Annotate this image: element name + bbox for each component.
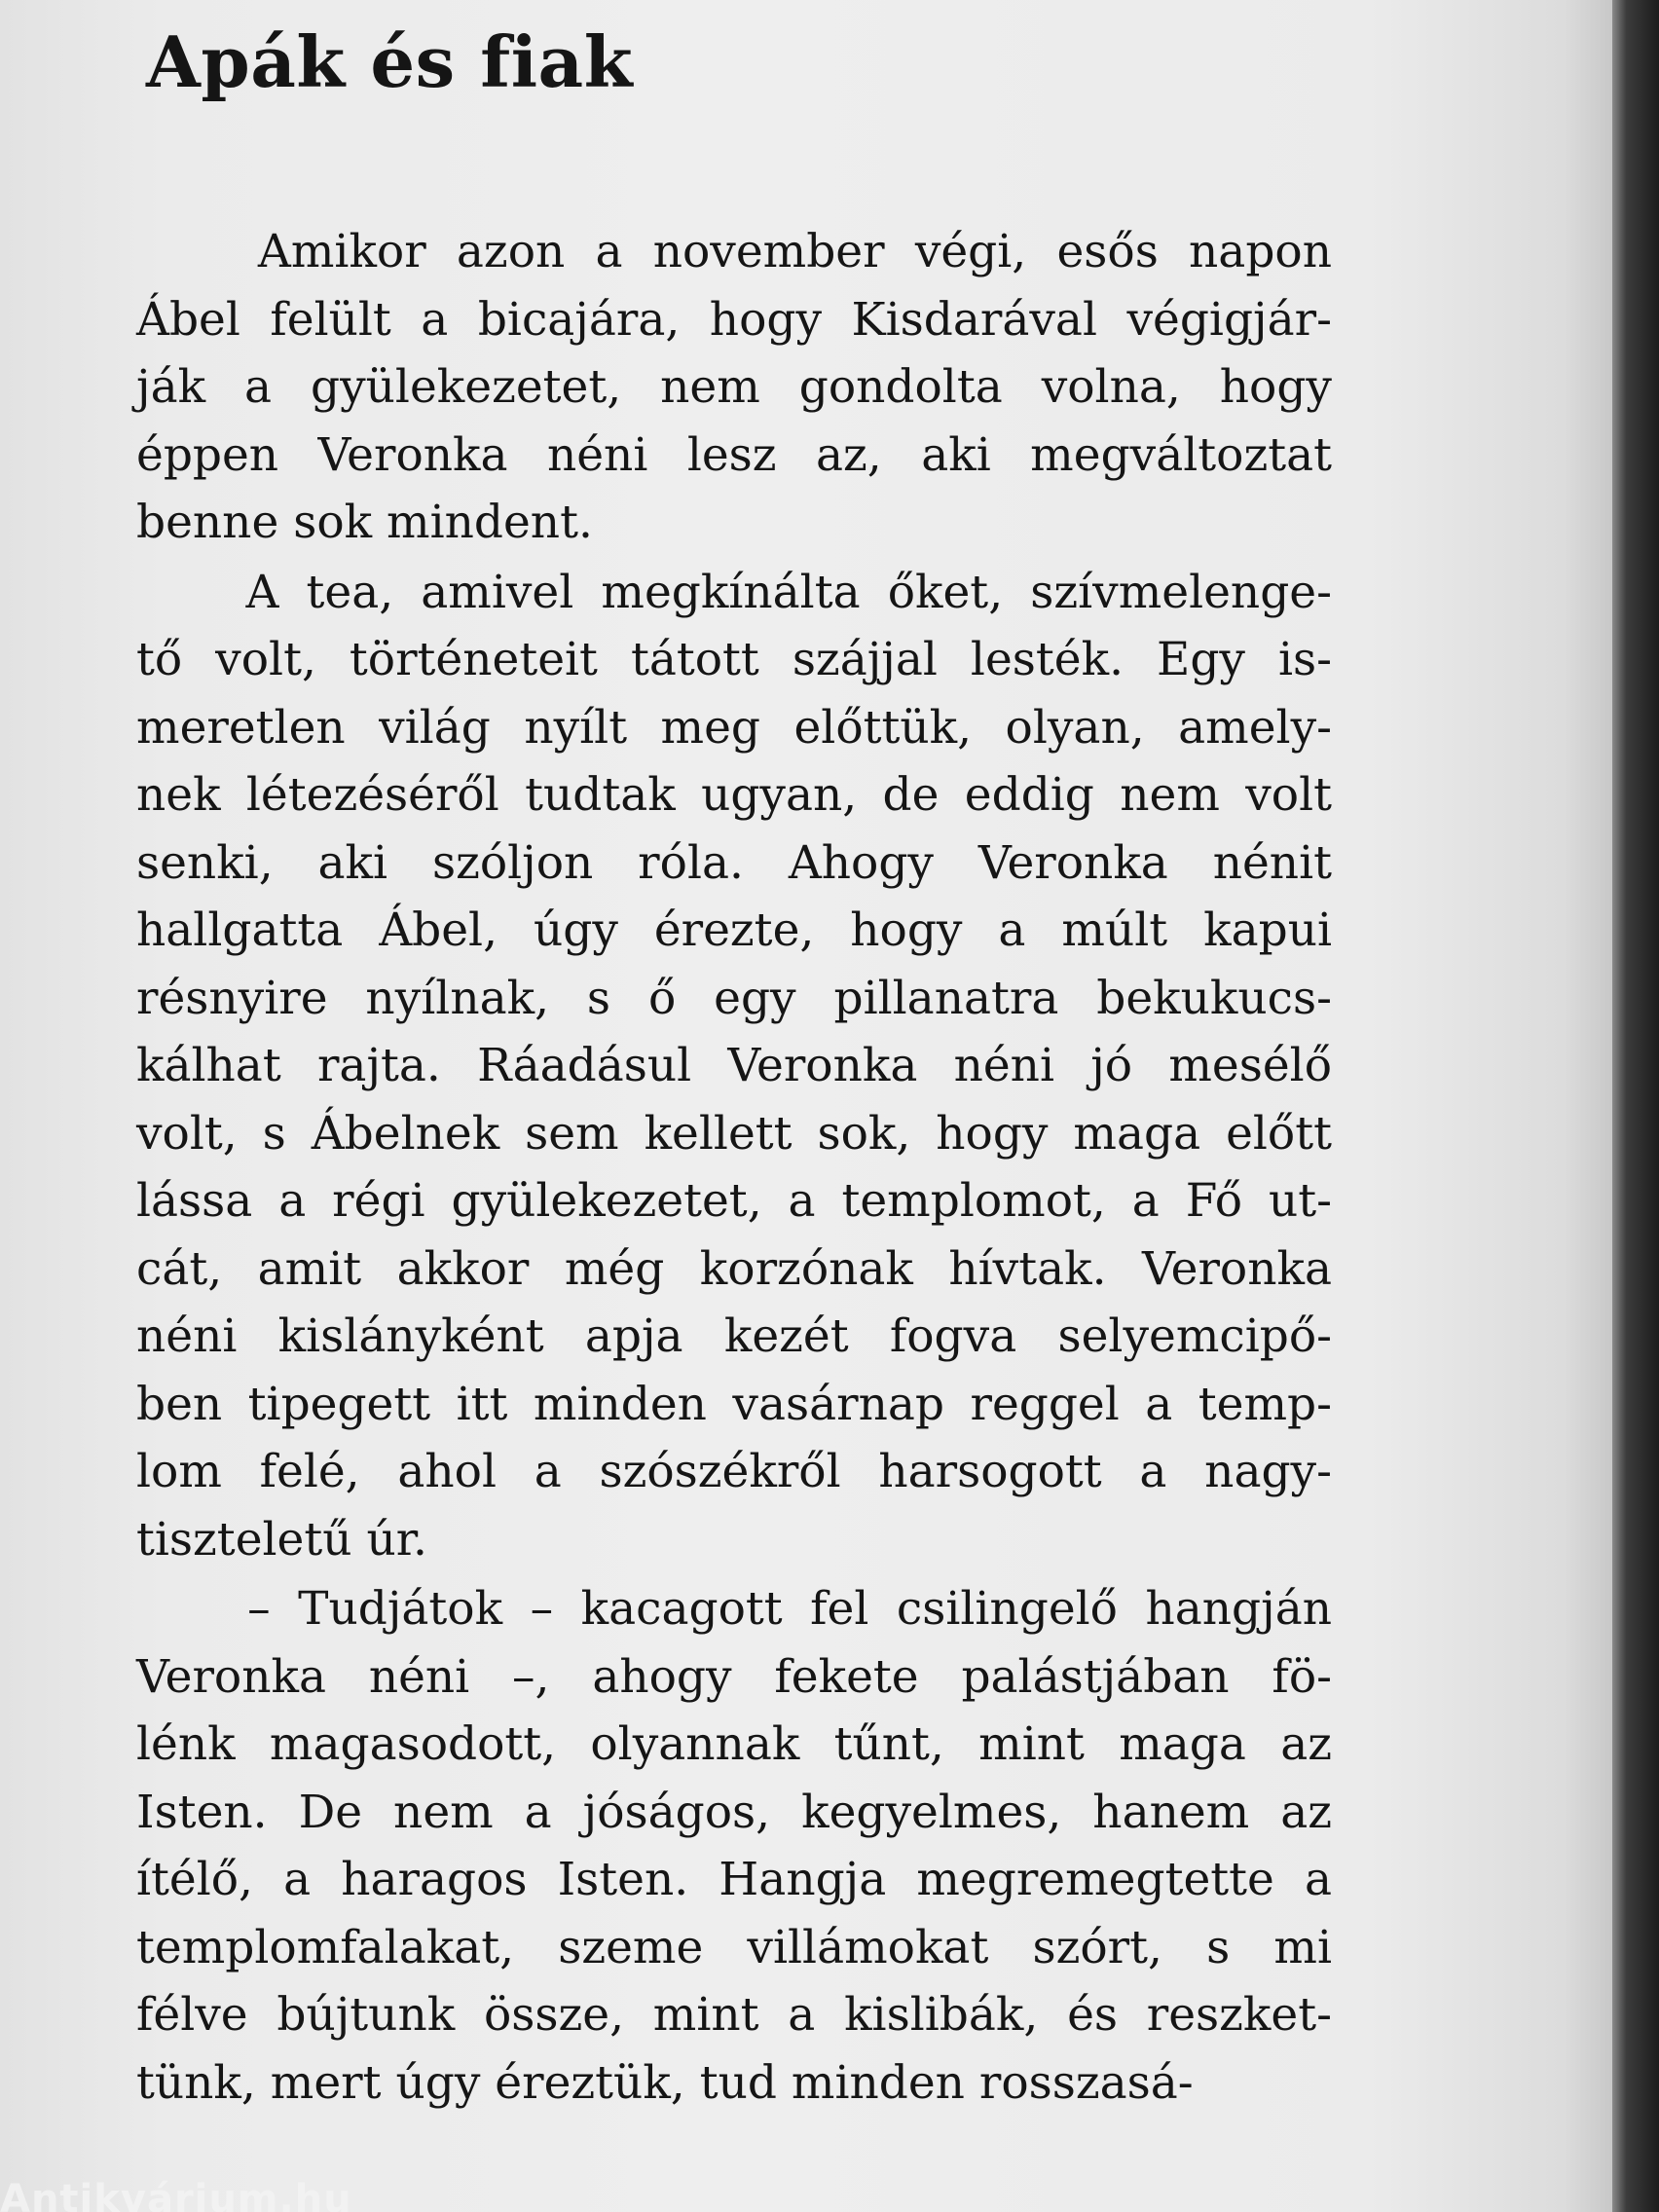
text-line: ítélő, a haragos Isten. Hangja megremegtette a xyxy=(136,1853,1332,1906)
text-line: volt, s Ábelnek sem kellett sok, hogy maga előtt xyxy=(136,1106,1332,1161)
text-line: Amikor azon a november végi, esős napon xyxy=(136,225,1332,278)
text-line: benne sok mindent. xyxy=(136,496,593,549)
body-text xyxy=(136,218,1332,2117)
text-line: résnyire nyílnak, s ő egy pillanatra bekukucs- xyxy=(136,971,1332,1025)
text-line: Ábel felült a bicajára, hogy Kisdarával végigjár- xyxy=(136,292,1332,347)
text-line: templomfalakat, szeme villámokat szórt, s mi xyxy=(136,1920,1332,1974)
text-line: tő volt, történeteit tátott szájjal lesték. Egy is- xyxy=(136,633,1332,686)
text-line: nek létezéséről tudtak ugyan, de eddig nem volt xyxy=(136,768,1332,822)
paragraph xyxy=(136,559,1332,1574)
book-spine-shadow xyxy=(1612,0,1659,2212)
text-line: ják a gyülekezetet, nem gondolta volna, hogy xyxy=(136,360,1332,414)
text-line: A tea, amivel megkínálta őket, szívmelenge- xyxy=(136,565,1332,619)
text-line: meretlen világ nyílt meg előttük, olyan, amely- xyxy=(136,700,1332,755)
text-line: lénk magasodott, olyannak tűnt, mint maga az xyxy=(136,1717,1332,1771)
text-line: – Tudjátok – kacagott fel csilingelő hangján xyxy=(136,1582,1332,1636)
text-line: tiszteletű úr. xyxy=(136,1512,427,1567)
text-line: éppen Veronka néni lesz az, aki megváltoztat xyxy=(136,427,1332,482)
text-block xyxy=(136,16,1332,2117)
text-line: néni kislányként apja kezét fogva selyemcipő- xyxy=(136,1309,1332,1363)
text-line: senki, aki szóljon róla. Ahogy Veronka nénit xyxy=(136,835,1332,890)
paragraph xyxy=(136,218,1332,557)
paragraph xyxy=(136,1575,1332,2117)
text-line: hallgatta Ábel, úgy érezte, hogy a múlt kapui xyxy=(136,903,1332,957)
text-line: félve bújtunk össze, mint a kislibák, és reszket- xyxy=(136,1988,1332,2042)
text-line: kálhat rajta. Ráadásul Veronka néni jó mesélő xyxy=(136,1039,1332,1092)
text-line: cát, amit akkor még korzónak hívtak. Veronka xyxy=(136,1241,1332,1296)
text-line: lássa a régi gyülekezetet, a templomot, a Fő ut- xyxy=(136,1174,1332,1228)
text-line: tünk, mert úgy éreztük, tud minden rosszasá- xyxy=(136,2055,1194,2110)
text-line: Veronka néni –, ahogy fekete palástjában fö- xyxy=(136,1649,1332,1704)
text-line: ben tipegett itt minden vasárnap reggel a temp- xyxy=(136,1377,1332,1431)
text-line: Isten. De nem a jóságos, kegyelmes, hanem az xyxy=(136,1785,1332,1839)
chapter-title: Apák és fiak xyxy=(146,20,634,103)
watermark: Antikvárium.hu xyxy=(0,2177,352,2212)
text-line: lom felé, ahol a szószékről harsogott a nagy- xyxy=(136,1445,1332,1498)
